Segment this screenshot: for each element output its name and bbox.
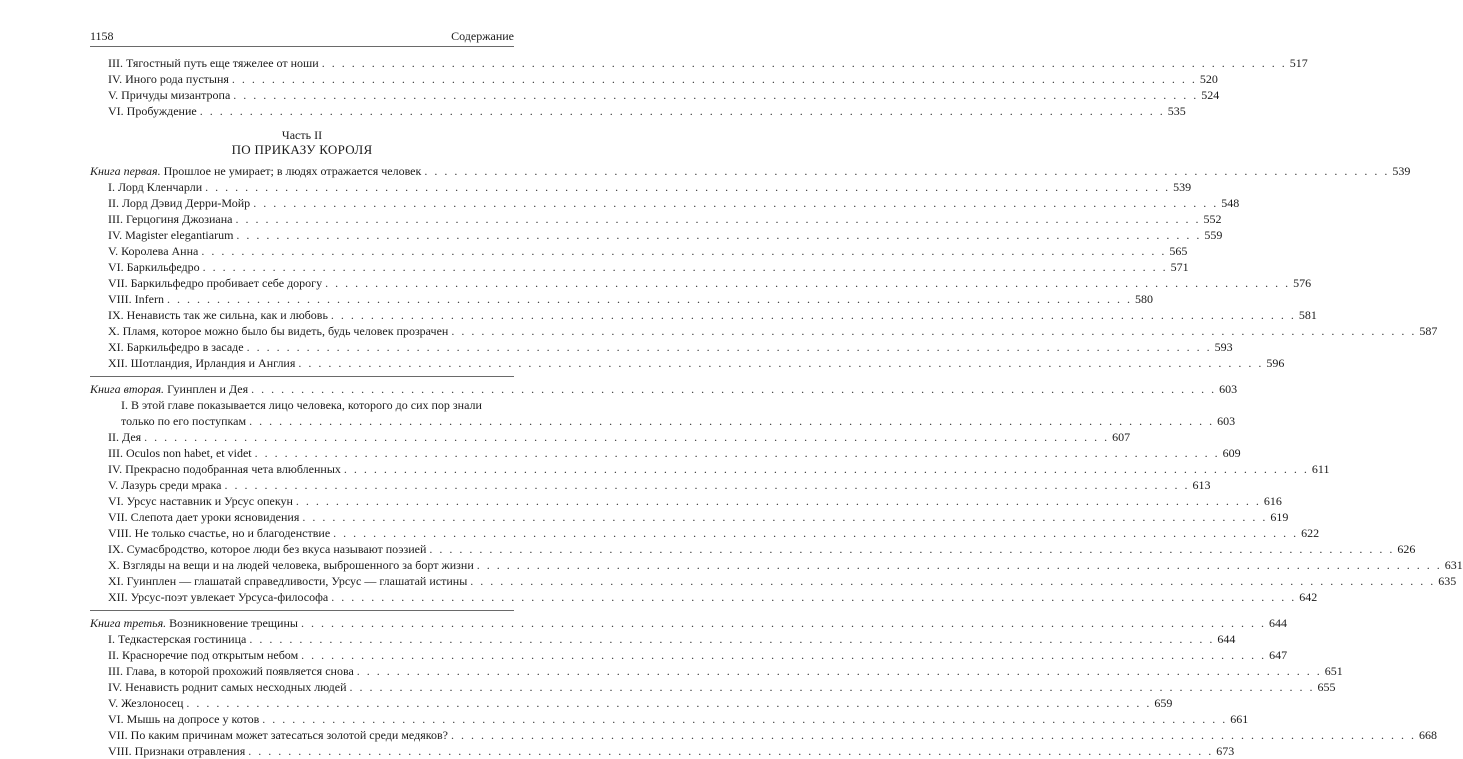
toc-entry[interactable]: X. Взгляды на вещи и на людей человека, выброшенного за борт жизни . . . 631 [108,557,514,573]
toc-entry[interactable]: IV. Прекрасно подобранная чета влюбленных . . . 611 [108,461,514,477]
toc-entry[interactable]: XI. Баркильфедро в засаде . . . 593 [108,339,514,355]
toc-entry[interactable]: IV. Ненависть роднит самых несходных людей . . . 655 [108,679,514,695]
toc-entry[interactable]: VII. По каким причинам может затесаться золотой среди медяков? . . . 668 [108,727,514,743]
toc-entry[interactable]: III. Oculos non habet, et videt . . . 609 [108,445,514,461]
book-heading[interactable]: Книга вторая. Гуинплен и Дея . . . 603 [90,381,514,397]
toc-entry[interactable]: VI. Урсус наставник и Урсус опекун . . . 616 [108,493,514,509]
part-title: ПО ПРИКАЗУ КОРОЛЯ [231,142,373,157]
toc-entry[interactable]: II. Лорд Дэвид Дерри-Мойр . . . 548 [108,195,514,211]
toc-entry[interactable]: III. Тягостный путь еще тяжелее от ноши . . . 517 [108,55,514,71]
toc-entry[interactable]: III. Герцогиня Джозиана . . . 552 [108,211,514,227]
section-divider [90,610,514,611]
page-number: 1158 [90,29,114,43]
header-rule [90,46,514,47]
toc-entry[interactable]: только по его поступкам . . . 603 [121,413,514,429]
toc-entry-line1[interactable]: I. В этой главе показывается лицо человека, которого до сих пор знали [121,398,482,412]
toc-entry[interactable]: I. Тедкастерская гостиница . . . 644 [108,631,514,647]
toc-entry[interactable]: VI. Мышь на допросе у котов . . . 661 [108,711,514,727]
running-title: Содержание [451,29,514,43]
book-heading[interactable]: Книга первая. Прошлое не умирает; в людях отражается человек . . . 539 [90,163,514,179]
page-header [90,28,514,44]
toc-entry[interactable]: IX. Сумасбродство, которое люди без вкуса называют поэзией . . . 626 [108,541,514,557]
toc-entry[interactable]: II. Красноречие под открытым небом . . . 647 [108,647,514,663]
toc-entry[interactable]: XII. Урсус-поэт увлекает Урсуса-философа . . . 642 [108,589,514,605]
toc-entry[interactable]: VII. Слепота дает уроки ясновидения . . . 619 [108,509,514,525]
toc-entry[interactable]: V. Лазурь среди мрака . . . 613 [108,477,514,493]
toc-entry[interactable]: XII. Шотландия, Ирландия и Англия . . . 596 [108,355,514,371]
toc-entry[interactable]: V. Жезлоносец . . . 659 [108,695,514,711]
toc-entry[interactable]: V. Королева Анна . . . 565 [108,243,514,259]
toc-entry[interactable]: II. Дея . . . 607 [108,429,514,445]
toc-entry[interactable]: IV. Magister elegantiarum . . . 559 [108,227,514,243]
toc-entry[interactable]: VI. Баркильфедро . . . 571 [108,259,514,275]
toc-entry[interactable]: VIII. Infern . . . 580 [108,291,514,307]
part-label: Часть II [281,128,323,142]
toc-entry[interactable]: VIII. Не только счастье, но и благоденствие . . . 622 [108,525,514,541]
book-heading[interactable]: Книга третья. Возникновение трещины . . . 644 [90,615,514,631]
toc-entry[interactable]: X. Пламя, которое можно было бы видеть, будь человек прозрачен . . . 587 [108,323,514,339]
toc-entry[interactable]: VII. Баркильфедро пробивает себе дорогу . . . 576 [108,275,514,291]
toc-entry[interactable]: III. Глава, в которой прохожий появляется снова . . . 651 [108,663,514,679]
toc-entry[interactable]: XI. Гуинплен — глашатай справедливости, Урсус — глашатай истины . . . 635 [108,573,514,589]
toc-entry[interactable]: IV. Иного рода пустыня . . . 520 [108,71,514,87]
toc-entry[interactable]: IX. Ненависть так же сильна, как и любовь . . . 581 [108,307,514,323]
toc-entry[interactable]: V. Причуды мизантропа . . . 524 [108,87,514,103]
toc-entry[interactable]: I. Лорд Кленчарли . . . 539 [108,179,514,195]
section-divider [90,376,514,377]
toc-entry[interactable]: VIII. Признаки отравления . . . 673 [108,743,514,750]
toc-entry[interactable]: VI. Пробуждение . . . 535 [108,103,514,119]
